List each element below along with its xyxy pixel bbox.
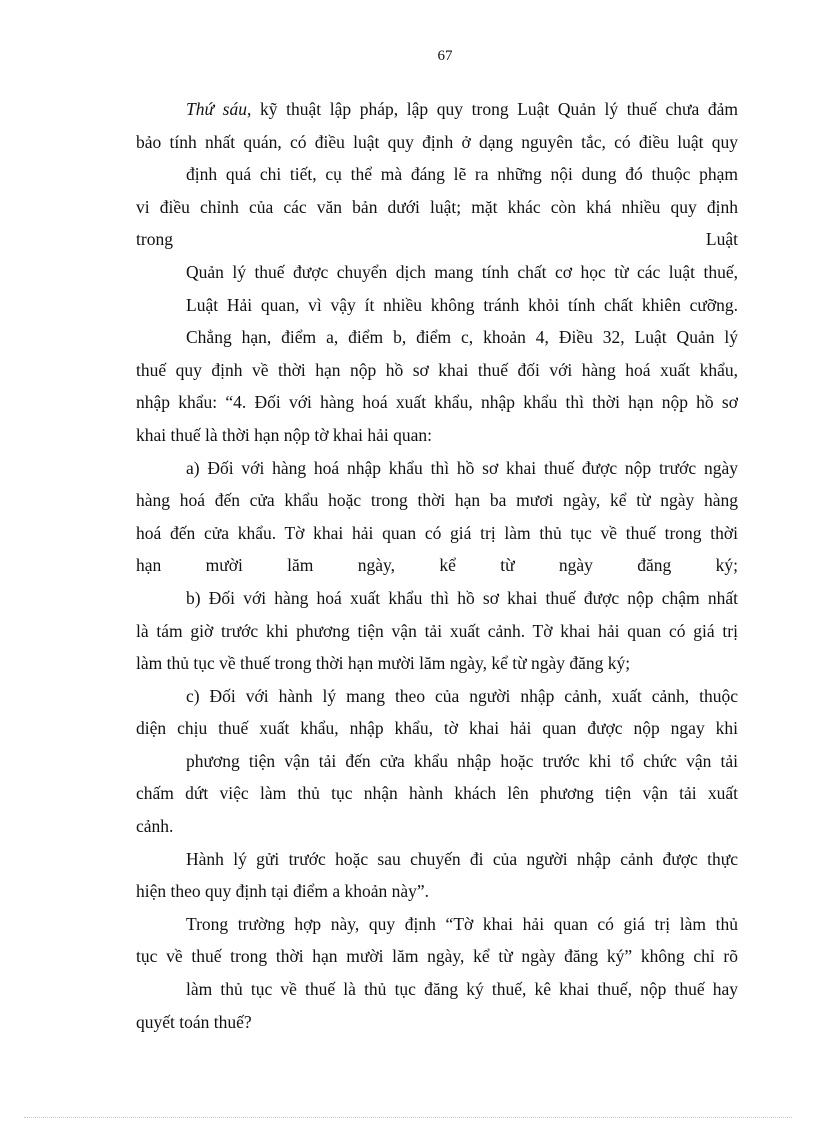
text-line: chấm dứt việc làm thủ tục nhận hành khách lên phương tiện vận tải xuất bbox=[136, 783, 738, 804]
text-span: , kỹ thuật lập pháp, lập quy trong Luật Quản lý thuế chưa đảm bbox=[246, 99, 738, 119]
text-line: định quá chi tiết, cụ thể mà đáng lẽ ra những nội dung đó thuộc phạm bbox=[186, 164, 738, 185]
text-line: a) Đối với hàng hoá nhập khẩu thì hồ sơ khai thuế được nộp trước ngày bbox=[186, 457, 738, 478]
text-line: hoá đến cửa khẩu. Tờ khai hải quan có giá trị làm thủ tục về thuế trong thời bbox=[136, 522, 738, 543]
text-line: thuế quy định về thời hạn nộp hồ sơ khai thuế đối với hàng hoá xuất khẩu, bbox=[136, 359, 738, 380]
italic-lead: Thứ sáu bbox=[186, 99, 247, 119]
text-line: vi điều chỉnh của các văn bản dưới luật; mặt khác còn khá nhiều quy định bbox=[136, 196, 738, 217]
text-line: là tám giờ trước khi phương tiện vận tải xuất cảnh. Tờ khai hải quan có giá trị bbox=[136, 620, 738, 641]
text-line: Trong trường hợp này, quy định “Tờ khai hải quan có giá trị làm thủ bbox=[186, 913, 738, 934]
text-line: Chẳng hạn, điểm a, điểm b, điểm c, khoản 4, Điều 32, Luật Quản lý bbox=[186, 327, 738, 348]
text-line: hiện theo quy định tại điểm a khoản này”. bbox=[136, 881, 430, 902]
text-line: hàng hoá đến cửa khẩu hoặc trong thời hạn ba mươi ngày, kể từ ngày hàng bbox=[136, 490, 738, 511]
text-line: tục về thuế trong thời hạn mười lăm ngày, kể từ ngày đăng ký” không chỉ rõ bbox=[136, 946, 738, 967]
text-line: phương tiện vận tải đến cửa khẩu nhập hoặc trước khi tổ chức vận tải bbox=[186, 750, 738, 771]
text-line: cảnh. bbox=[136, 816, 174, 837]
text-line: khai thuế là thời hạn nộp tờ khai hải quan: bbox=[136, 424, 433, 445]
text-line: Quản lý thuế được chuyển dịch mang tính chất cơ học từ các luật thuế, bbox=[186, 261, 738, 282]
text-line: làm thủ tục về thuế trong thời hạn mười lăm ngày, kể từ ngày đăng ký; bbox=[136, 653, 631, 674]
text-line: bảo tính nhất quán, có điều luật quy định ở dạng nguyên tắc, có điều luật quy bbox=[136, 131, 738, 152]
text-line: hạn mười lăm ngày, kể từ ngày đăng ký; bbox=[136, 555, 738, 576]
text-line: diện chịu thuế xuất khẩu, nhập khẩu, tờ khai hải quan được nộp ngay khi bbox=[136, 718, 738, 739]
text-line bbox=[136, 223, 738, 256]
text-line: làm thủ tục về thuế là thủ tục đăng ký thuế, kê khai thuế, nộp thuế hay bbox=[186, 979, 738, 1000]
text-line: b) Đối với hàng hoá xuất khẩu thì hồ sơ khai thuế được nộp chậm nhất bbox=[186, 587, 738, 608]
text-span: trong bbox=[136, 229, 173, 250]
text-line bbox=[136, 93, 738, 126]
text-line: Luật Hải quan, vì vậy ít nhiều không tránh khỏi tính chất khiên cưỡng. bbox=[186, 294, 738, 315]
text-line: Hành lý gửi trước hoặc sau chuyến đi của người nhập cảnh được thực bbox=[186, 848, 738, 869]
page-number: 67 bbox=[437, 48, 453, 64]
text-line: quyết toán thuế? bbox=[136, 1011, 252, 1032]
footer-divider bbox=[24, 1117, 792, 1118]
document-body bbox=[136, 93, 738, 1038]
text-span: Luật bbox=[705, 229, 738, 250]
text-line: nhập khẩu: “4. Đối với hàng hoá xuất khẩu, nhập khẩu thì thời hạn nộp hồ sơ bbox=[136, 392, 738, 413]
text-line: c) Đối với hành lý mang theo của người nhập cảnh, xuất cảnh, thuộc bbox=[186, 685, 738, 706]
